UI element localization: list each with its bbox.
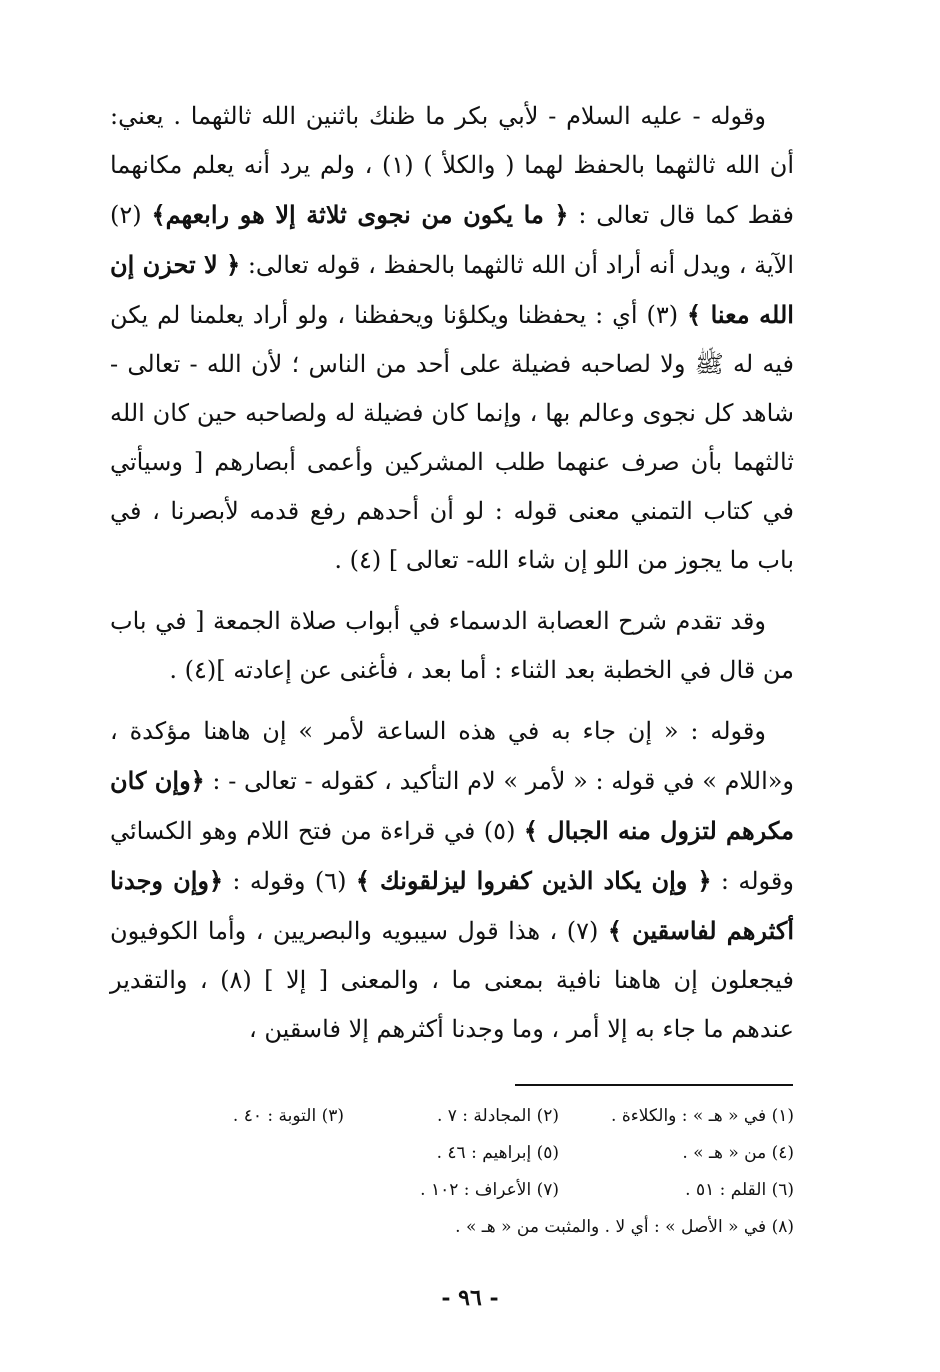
footnote: (٨) في « الأصل » : أي لا . والمثبت من « هـ » . — [455, 1217, 794, 1237]
paragraph-3 — [110, 707, 794, 1054]
footnote-separator — [515, 1084, 793, 1086]
paragraph-2 — [110, 597, 794, 695]
quran-verse: ﴿ لا تحزن إن الله معنا ﴾ — [110, 250, 794, 329]
footnote-row — [110, 1209, 794, 1246]
footnote: (٢) المجادلة : ٧ . — [436, 1106, 559, 1126]
text-run: (٣) أي : يحفظنا ويكلؤنا ويحفظنا ، ولو أراد يعلمنا لم يكن فيه له ﷺ ولا لصاحبه فضيلة على أحد من الناس ؛ لأن الله - تعالى - شاهد كل نجوى وعالم بها ، وإنما كان فضيلة له ولصاحبه حين كان الله ثالثهما بأن صرف عنهما طلب المشركين وأعمى أبصارهم [ وسيأتي في كتاب التمني معنى قوله : لو أن أحدهم رفع قدمه لأبصرنا ، في باب ما يجوز من اللو إن شاء الله- تعالى ] (٤) . — [110, 301, 794, 574]
footnote: (٣) التوبة : ٤٠ . — [232, 1106, 344, 1126]
footnote: (١) في « هـ » : والكلاءة . — [611, 1106, 794, 1126]
paragraph-1 — [110, 92, 794, 585]
text-run: وقوله - عليه السلام - لأبي بكر ما ظنك باثنين الله ثالثهما . يعني: أن الله ثالثهما بالحفظ لهما ( والكلأ ) (١) ، ولم يرد أنه يعلم مكانهما فقط كما قال تعالى : — [110, 102, 795, 229]
text-run: (٧) ، هذا قول سيبويه والبصريين ، وأما الكوفيون فيجعلون إن هاهنا نافية بمعنى ما ، والمعنى [ إلا ] (٨) ، والتقدير عندهم ما جاء به إلا أمر ، وما وجدنا أكثرهم إلا فاسقين ، — [110, 917, 794, 1043]
footnote: (٤) من « هـ » . — [682, 1143, 794, 1163]
footnote — [110, 1135, 344, 1172]
footnote: (٥) إبراهيم : ٤٦ . — [436, 1143, 559, 1163]
quran-verse: ﴿وإن كان مكرهم لتزول منه الجبال ﴾ — [110, 766, 794, 845]
page-number: - ٩٦ - — [441, 1285, 499, 1311]
text-run: وقد تقدم شرح العصابة الدسماء في أبواب صلاة الجمعة [ في باب من قال في الخطبة بعد الثناء : أما بعد ، فأغنى عن إعادته ](٤) . — [110, 607, 794, 684]
footnote-row — [110, 1098, 794, 1135]
footnote — [110, 1172, 344, 1209]
footnote: (٦) القلم : ٥١ . — [685, 1180, 794, 1200]
text-run: (٢) الآية ، ويدل أنه أراد أن الله ثالثهما بالحفظ ، قوله تعالى: — [110, 201, 794, 279]
text-run: (٦) وقوله : — [223, 867, 356, 895]
quran-verse: ﴿ وإن يكاد الذين كفروا ليزلقونك ﴾ — [355, 866, 712, 895]
footnote-row — [110, 1135, 794, 1172]
quran-verse: ﴿وإن وجدنا أكثرهم لفاسقين ﴾ — [110, 866, 795, 945]
footnote-row — [110, 1172, 794, 1209]
footnote: (٧) الأعراف : ١٠٢ . — [420, 1180, 559, 1200]
main-text — [110, 92, 794, 1054]
text-run: وقوله : « إن جاء به في هذه الساعة لأمر » إن هاهنا مؤكدة ، و«اللام » في قوله : « لأمر » لام التأكيد ، كقوله - تعالى - : — [110, 717, 795, 795]
footnotes — [110, 1098, 794, 1246]
text-run: (٥) في قراءة من فتح اللام وهو الكسائي وقوله : — [110, 817, 794, 895]
quran-verse: ﴿ ما يكون من نجوى ثلاثة إلا هو رابعهم﴾ — [151, 200, 569, 229]
